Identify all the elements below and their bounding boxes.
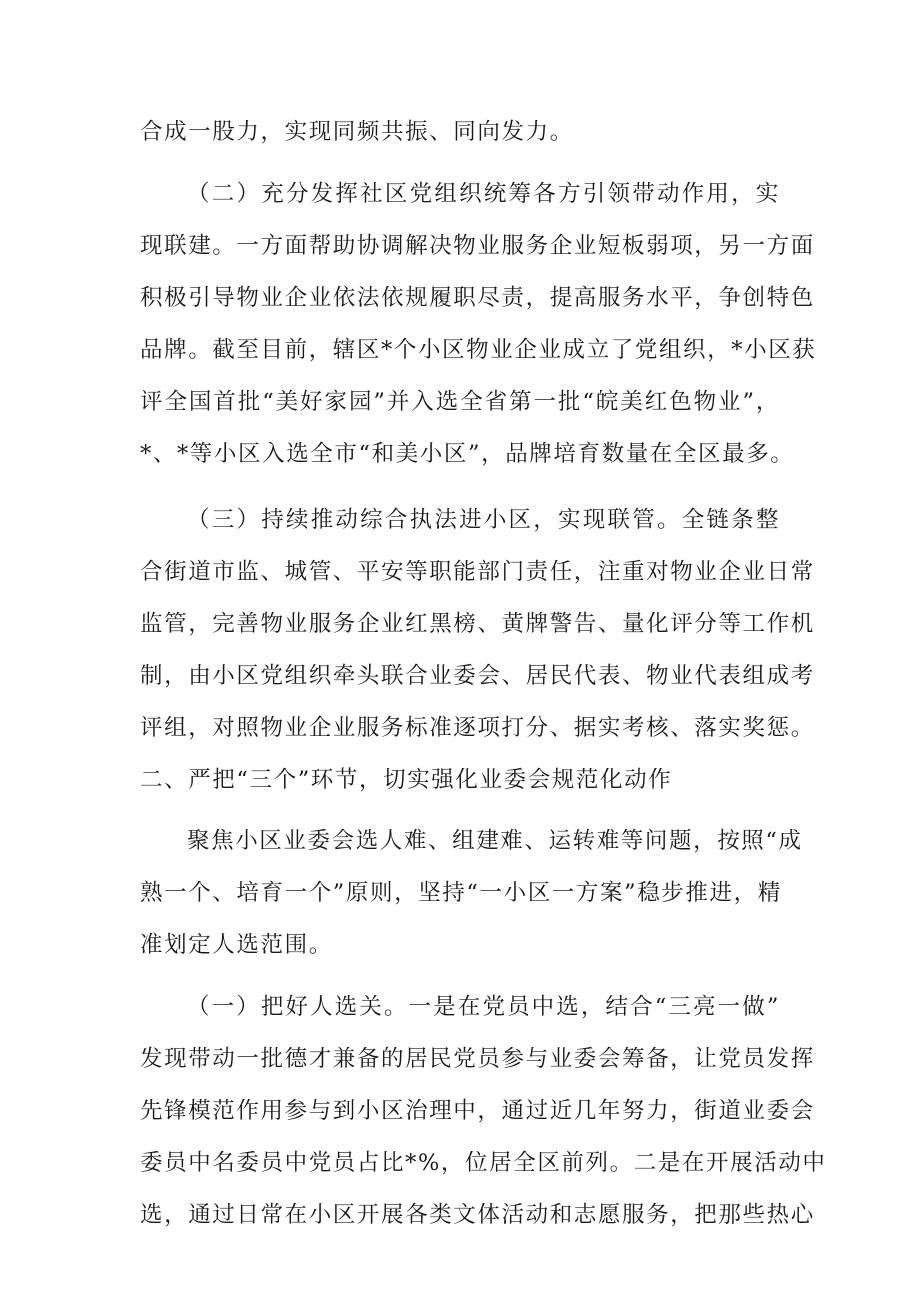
text-line: 先锋模范作用参与到小区治理中，通过近几年努力，街道业委会 bbox=[140, 1098, 815, 1124]
text-line: （三）持续推动综合执法进小区，实现联管。全链条整 bbox=[187, 507, 780, 533]
text-line: 熟一个、培育一个”原则，坚持“一小区一方案”稳步推进，精 bbox=[140, 880, 782, 906]
text-line: 委员中名委员中党员占比*%，位居全区前列。二是在开展活动中 bbox=[140, 1150, 827, 1176]
text-line: （一）把好人选关。一是在党员中选，结合“三亮一做” bbox=[187, 994, 780, 1020]
text-line: *、*等小区入选全市“和美小区”，品牌培育数量在全区最多。 bbox=[140, 441, 795, 467]
text-line: 选，通过日常在小区开展各类文体活动和志愿服务，把那些热心 bbox=[140, 1202, 815, 1228]
text-line: 合街道市监、城管、平安等职能部门责任，注重对物业企业日常 bbox=[140, 559, 815, 585]
text-line: 制，由小区党组织牵头联合业委会、居民代表、物业代表组成考 bbox=[140, 663, 815, 689]
text-line: 积极引导物业企业依法依规履职尽责，提高服务水平，争创特色 bbox=[140, 285, 815, 311]
text-line: 发现带动一批德才兼备的居民党员参与业委会筹备，让党员发挥 bbox=[140, 1046, 815, 1072]
text-line: 评全国首批“美好家园”并入选全省第一批“皖美红色物业”， bbox=[140, 389, 780, 415]
text-line: 合成一股力，实现同频共振、同向发力。 bbox=[140, 119, 574, 145]
text-line: 品牌。截至目前，辖区*个小区物业企业成立了党组织，*小区获 bbox=[140, 337, 817, 363]
text-line: 现联建。一方面帮助协调解决物业服务企业短板弱项，另一方面 bbox=[140, 233, 815, 259]
section-heading: 二、严把“三个”环节，切实强化业委会规范化动作 bbox=[140, 767, 673, 793]
text-line: 聚焦小区业委会选人难、组建难、运转难等问题，按照“成 bbox=[187, 828, 803, 854]
text-line: （二）充分发挥社区党组织统筹各方引领带动作用，实 bbox=[187, 181, 780, 207]
text-line: 监管，完善物业服务企业红黑榜、黄牌警告、量化评分等工作机 bbox=[140, 611, 815, 637]
text-line: 准划定人选范围。 bbox=[140, 932, 333, 958]
text-line: 评组，对照物业企业服务标准逐项打分、据实考核、落实奖惩。 bbox=[140, 715, 815, 741]
